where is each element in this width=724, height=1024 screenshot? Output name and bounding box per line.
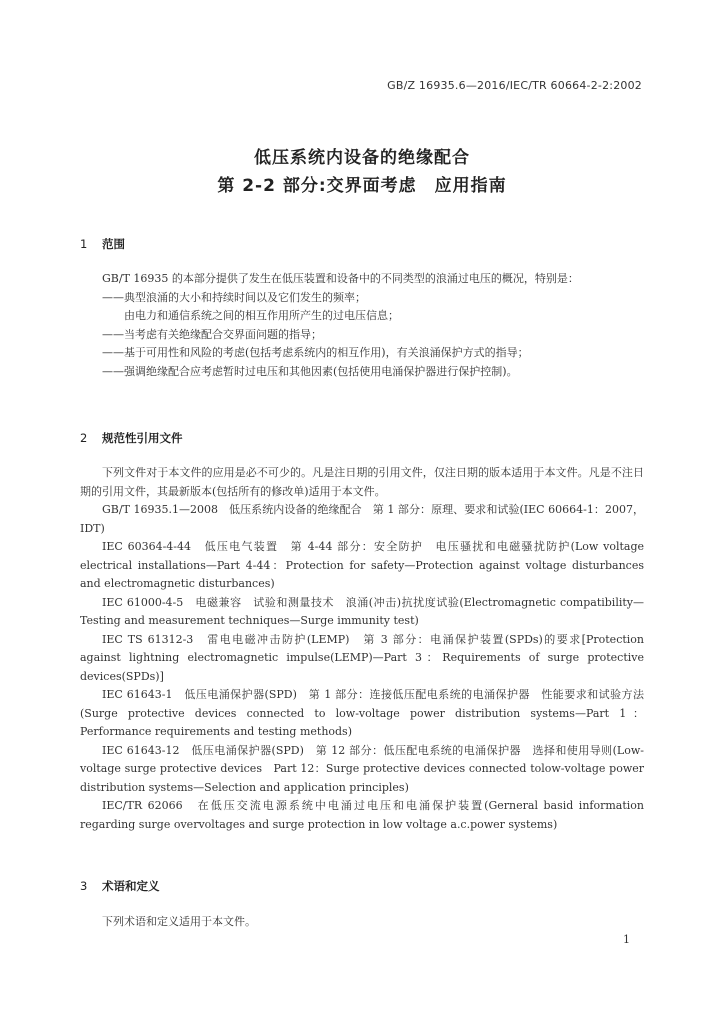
scope-item: ——典型浪涌的大小和持续时间以及它们发生的频率； [102, 290, 366, 304]
section-title: 规范性引用文件 [102, 431, 183, 445]
document-title-line1: 低压系统内设备的绝缘配合 [254, 148, 470, 168]
terms-intro: 下列术语和定义适用于本文件。 [102, 915, 256, 928]
references-intro: 下列文件对于本文件的应用是必不可少的。凡是注日期的引用文件，仅注日期的版本适用于本文件。凡是不注日期的引用文件，其最新版本(包括所有的修改单)适用于本文件。 [80, 466, 644, 498]
reference-item: GB/T 16935.1—2008 低压系统内设备的绝缘配合 第 1 部分：原理、要求和试验(IEC 60664-1：2007，IDT) [80, 503, 644, 535]
scope-item: ——当考虑有关绝缘配合交界面问题的指导； [102, 327, 322, 341]
section-2-heading [80, 430, 183, 446]
reference-item: IEC/TR 62066 在低压交流电源系统中电涌过电压和电涌保护装置(Gerneral basid information regarding surge overvoltages and surge protection in low voltage a.c.power systems) [80, 799, 644, 831]
scope-intro: GB/T 16935 的本部分提供了发生在低压装置和设备中的不同类型的浪涌过电压的概况，特别是： [102, 272, 579, 285]
reference-item: IEC 61643-12 低压电涌保护器(SPD) 第 12 部分：低压配电系统的电涌保护器 选择和使用导则(Low-voltage surge protective devices Part 12：Surge protective devices connected tolow-voltage power distribution systems—Selection and application principles) [80, 743, 644, 794]
standard-code: GB/Z 16935.6—2016/IEC/TR 60664-2-2:2002 [387, 79, 642, 92]
page-number: 1 [623, 933, 630, 946]
section-number: 2 [80, 431, 88, 445]
section-number: 3 [80, 879, 88, 893]
section-1-heading [80, 236, 125, 252]
reference-item: IEC 61000-4-5 电磁兼容 试验和测量技术 浪涌(冲击)抗扰度试验(Electromagnetic compatibility—Testing and measurement techniques—Surge immunity test) [80, 595, 644, 627]
references-body [80, 464, 644, 834]
terms-body [80, 913, 644, 932]
section-number: 1 [80, 237, 88, 251]
reference-item: IEC 61643-1 低压电涌保护器(SPD) 第 1 部分：连接低压配电系统的电涌保护器 性能要求和试验方法(Surge protective devices connected to low-voltage power distribution systems—Part 1：Performance requirements and testing methods) [80, 688, 644, 738]
scope-item: ——强调绝缘配合应考虑暂时过电压和其他因素(包括使用电涌保护器进行保护控制)。 [102, 364, 518, 378]
section-title: 术语和定义 [102, 879, 160, 893]
reference-item: IEC 60364-4-44 低压电气装置 第 4-44 部分：安全防护 电压骚扰和电磁骚扰防护(Low voltage electrical installations—Part 4-44：Protection for safety—Protection against voltage disturbances and electromagnetic disturbances) [80, 540, 644, 590]
section-3-heading [80, 878, 160, 894]
section-title: 范围 [102, 237, 125, 251]
reference-item: IEC TS 61312-3 雷电电磁冲击防护(LEMP) 第 3 部分：电涌保护装置(SPDs)的要求[Protection against lightning electromagnetic impulse(LEMP)—Part 3：Requirements of surge protective devices(SPDs)] [80, 632, 644, 683]
scope-item: 由电力和通信系统之间的相互作用所产生的过电压信息； [124, 309, 399, 322]
scope-body [80, 270, 644, 381]
scope-item: ——基于可用性和风险的考虑(包括考虑系统内的相互作用)，有关浪涌保护方式的指导； [102, 346, 529, 359]
document-title-line2: 第 2-2 部分:交界面考虑 应用指南 [217, 176, 507, 196]
